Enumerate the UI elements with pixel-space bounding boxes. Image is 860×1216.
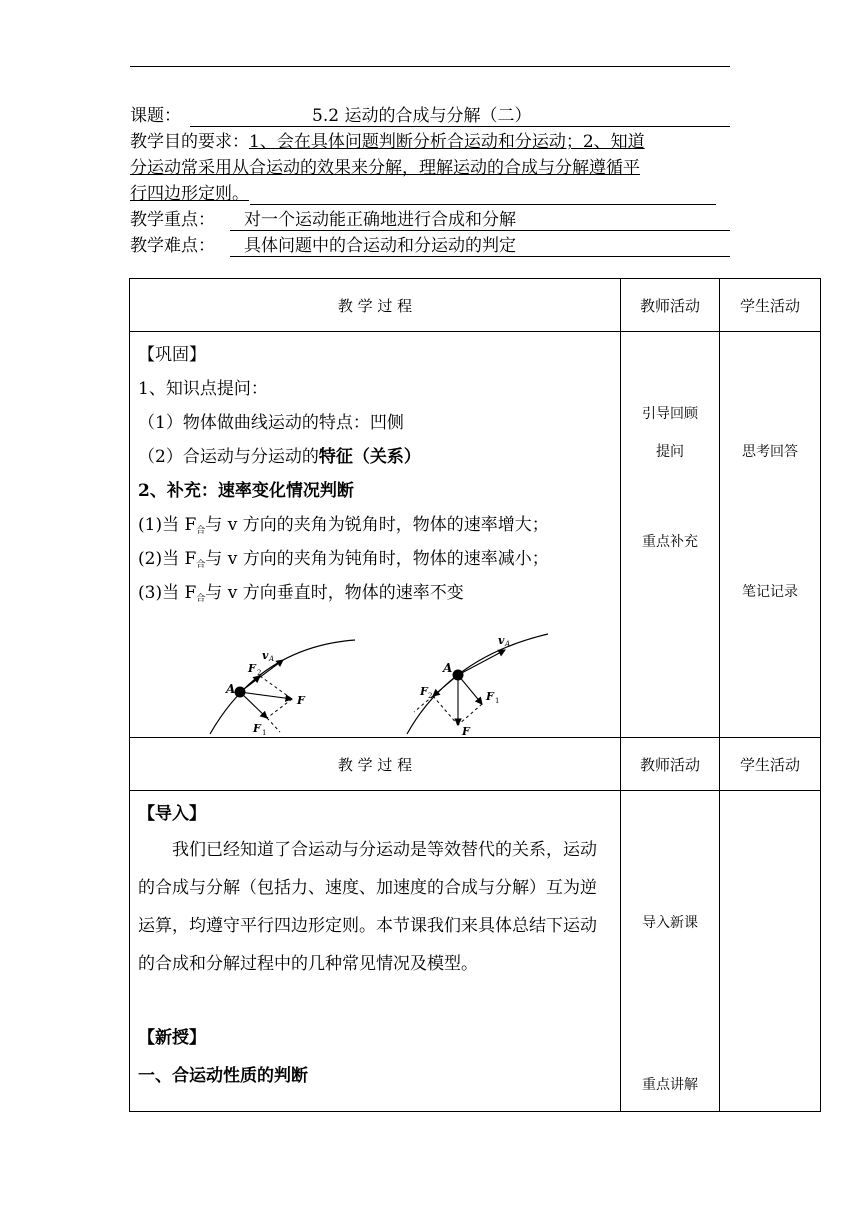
section1-content-cell bbox=[130, 332, 621, 738]
velocity-arrow-right bbox=[458, 650, 505, 675]
section1-line2: （1）物体做曲线运动的特点：凹侧 bbox=[138, 413, 404, 433]
col-header-process-2: 教 学 过 程 bbox=[130, 738, 621, 791]
topic-title: 5.2 运动的合成与分解（二） bbox=[312, 106, 532, 126]
section2-paragraph: 我们已经知道了合运动与分运动是等效替代的关系，运动的合成与分解（包括力、速度、加速度的合成与分解）互为逆运算，均遵守平行四边形定则。本节课我们来具体总结下运动的合成和分解过程中的几种常见情况及模型。 bbox=[138, 840, 597, 974]
item1-prefix: (1)当 F bbox=[138, 515, 197, 535]
f2-arrow-right bbox=[433, 675, 458, 696]
key-text: 对一个运动能正确地进行合成和分解 bbox=[244, 210, 516, 230]
dash-2-right bbox=[458, 704, 482, 725]
lesson-plan-table bbox=[129, 278, 821, 1112]
section1-line4: 2、补充：速率变化情况判断 bbox=[138, 481, 354, 501]
teacher-explain: 重点讲解 bbox=[642, 1077, 698, 1093]
header-rule bbox=[130, 66, 730, 67]
diagram-right bbox=[407, 634, 548, 737]
item1-rest: 与 v 方向的夹角为锐角时，物体的速率增大； bbox=[205, 515, 549, 535]
section2-subtitle: 一、合运动性质的判断 bbox=[138, 1066, 308, 1086]
section1-teacher-cell bbox=[621, 332, 720, 738]
teacher-guide: 引导回顾 bbox=[642, 406, 698, 422]
key-label: 教学重点： bbox=[130, 210, 215, 230]
col-header-process: 教 学 过 程 bbox=[130, 279, 621, 332]
goals-text-3: 行四边形定则。 bbox=[130, 184, 249, 204]
item2-rest: 与 v 方向的夹角为钝角时，物体的速率减小； bbox=[205, 549, 549, 569]
col-header-teacher-2: 教师活动 bbox=[621, 738, 720, 791]
label-v-right: v bbox=[498, 634, 505, 647]
goals-label: 教学目的要求： bbox=[130, 132, 249, 152]
rule-item-2 bbox=[138, 546, 549, 578]
goals-underline-fill bbox=[250, 182, 716, 205]
section1-line3 bbox=[138, 444, 421, 470]
label-f1-sub-left: 1 bbox=[262, 729, 267, 737]
col-header-teacher: 教师活动 bbox=[621, 279, 720, 332]
section2-new-title: 【新授】 bbox=[138, 1028, 206, 1048]
rule-item-3 bbox=[138, 580, 464, 612]
label-f1-sub-right: 1 bbox=[495, 697, 500, 705]
label-a-right: A bbox=[443, 661, 453, 675]
section2-content bbox=[130, 791, 620, 1111]
goals-line3 bbox=[130, 182, 249, 206]
section2-student-cell bbox=[720, 791, 821, 1112]
section2-title bbox=[138, 801, 206, 827]
section1-content bbox=[130, 332, 620, 737]
force-diagram bbox=[190, 622, 610, 737]
section2-title-text: 【导入】 bbox=[138, 804, 206, 824]
teacher-ask: 提问 bbox=[656, 444, 684, 460]
f2-arrow-left bbox=[240, 676, 260, 692]
goals-line2: 分运动常采用从合运动的效果来分解，理解运动的合成与分解遵循平 bbox=[130, 158, 640, 178]
section1-line1: 1、知识点提问： bbox=[138, 379, 268, 399]
difficulty-label: 教学难点： bbox=[130, 236, 215, 256]
trajectory-curve-right bbox=[407, 634, 548, 734]
label-f1-left: F bbox=[253, 722, 261, 735]
key-line bbox=[130, 208, 215, 232]
student-notes: 笔记记录 bbox=[742, 584, 798, 600]
item3-sub: 合 bbox=[196, 594, 206, 604]
label-f2-sub-left: 2 bbox=[257, 669, 262, 677]
label-f1-right: F bbox=[486, 690, 494, 703]
label-v-sub-right: A bbox=[505, 640, 511, 648]
item3-prefix: (3)当 F bbox=[138, 583, 197, 603]
f1-arrow-left bbox=[240, 692, 267, 718]
label-a-left: A bbox=[226, 682, 236, 696]
f1-arrow-right bbox=[458, 675, 482, 704]
difficulty-text: 具体问题中的合运动和分运动的判定 bbox=[244, 236, 516, 256]
label-f-right: F bbox=[462, 725, 470, 737]
f-arrow-left bbox=[240, 692, 292, 699]
student-answer: 思考回答 bbox=[742, 444, 798, 460]
section2-content-cell bbox=[130, 791, 621, 1112]
diagram-left bbox=[210, 640, 355, 737]
item2-sub: 合 bbox=[196, 560, 206, 570]
l3-bold: 特征（关系） bbox=[318, 447, 421, 467]
goals-line1 bbox=[130, 130, 645, 154]
item3-rest: 与 v 方向垂直时，物体的速率不变 bbox=[205, 583, 464, 603]
label-f2-sub-right: 2 bbox=[428, 692, 433, 700]
teacher-supplement: 重点补充 bbox=[642, 534, 698, 550]
label-v-left: v bbox=[262, 649, 269, 662]
item1-sub: 合 bbox=[196, 526, 206, 536]
item2-prefix: (2)当 F bbox=[138, 549, 197, 569]
dash-1-right bbox=[433, 696, 458, 725]
section1-title: 【巩固】 bbox=[138, 345, 206, 365]
label-f2-left: F bbox=[248, 662, 256, 675]
label-f2-right: F bbox=[420, 685, 428, 698]
topic-line bbox=[130, 104, 181, 128]
label-f-left: F bbox=[297, 694, 305, 707]
dash-3-left bbox=[267, 718, 280, 732]
dash-2-left bbox=[267, 699, 292, 718]
rule-item-1 bbox=[138, 512, 549, 544]
difficulty-line bbox=[130, 234, 215, 258]
l3-prefix: （2）合运动与分运动的 bbox=[138, 447, 319, 467]
col-header-student: 学生活动 bbox=[720, 279, 821, 332]
col-header-student-2: 学生活动 bbox=[720, 738, 821, 791]
section1-student-cell bbox=[720, 332, 821, 738]
section2-teacher-cell bbox=[621, 791, 720, 1112]
goals-text-1: 1、会在具体问题判断分析合运动和分运动；2、知道 bbox=[249, 132, 645, 152]
label-v-sub-left: A bbox=[269, 655, 275, 663]
topic-label: 课题： bbox=[130, 106, 181, 126]
teacher-intro: 导入新课 bbox=[642, 915, 698, 931]
